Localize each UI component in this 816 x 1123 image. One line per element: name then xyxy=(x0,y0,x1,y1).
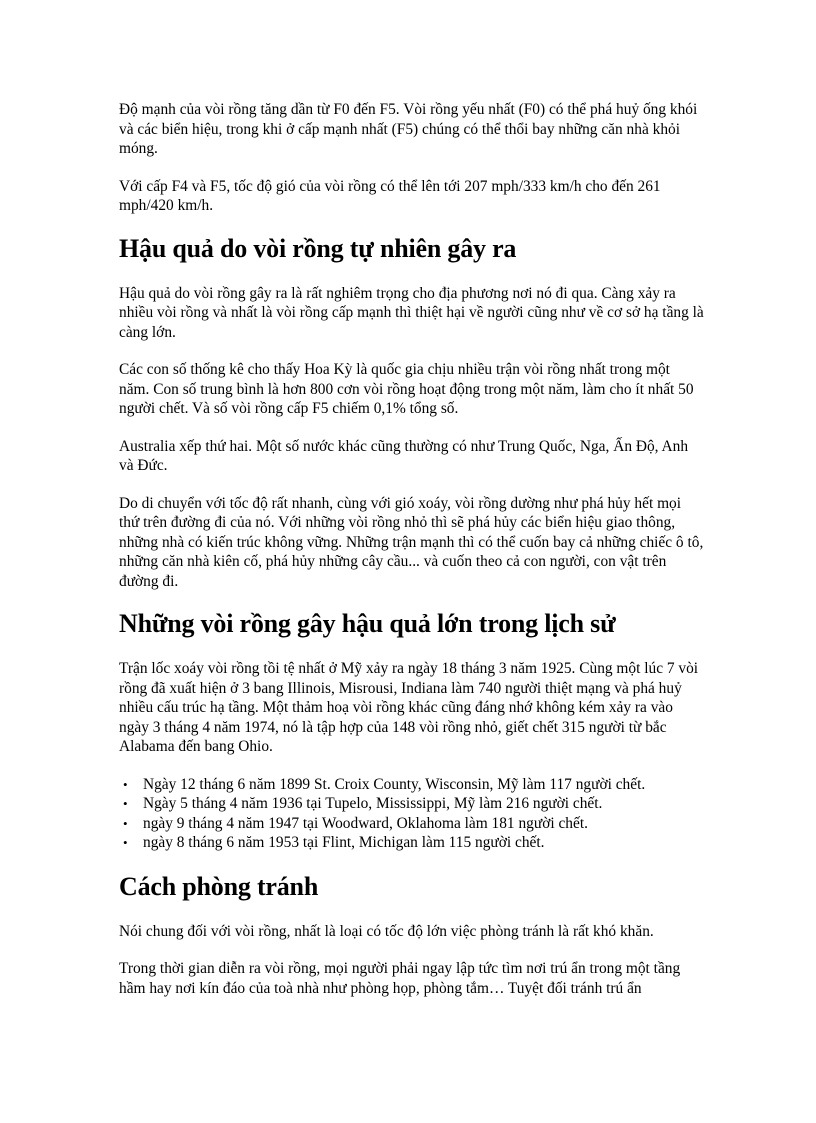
prevention-paragraph-1: Nói chung đối với vòi rồng, nhất là loại có tốc độ lớn việc phòng tránh là rất khó khăn. xyxy=(119,922,654,940)
intro-paragraph-1: Độ mạnh của vòi rồng tăng dần từ F0 đến F5. Vòi rồng yếu nhất (F0) có thể phá huỷ ống khói và các biển hiệu, trong khi ở cấp mạnh nhất (F5) chúng có thể thổi bay những căn nhà khỏi móng. xyxy=(119,101,698,157)
history-paragraph-1: Trận lốc xoáy vòi rồng tồi tệ nhất ở Mỹ xảy ra ngày 18 tháng 3 năm 1925. Cùng một lúc 7 vòi rồng đã xuất hiện ở 3 bang Illinois, Misrousi, Indiana làm 740 người thiệt mạng và phá huỷ nhiều cấu trúc hạ tầng. Một thảm hoạ vòi rồng khác cũng đáng nhớ không kém xảy ra vào ngày 3 tháng 4 năm 1974, nó là tập hợp của 148 vòi rồng nhỏ, giết chết 315 người từ bắc Alabama đến bang Ohio. xyxy=(119,660,699,755)
bullet-icon: • xyxy=(123,835,128,850)
list-item-text: Ngày 12 tháng 6 năm 1899 St. Croix County, Wisconsin, Mỹ làm 117 người chết. xyxy=(143,775,646,793)
list-item xyxy=(123,775,704,795)
consequences-heading: Hậu quả do vòi rồng tự nhiên gây ra xyxy=(119,233,517,263)
history-list xyxy=(119,775,704,853)
prevention-paragraph-2: Trong thời gian diễn ra vòi rồng, mọi người phải ngay lập tức tìm nơi trú ẩn trong một tầng hầm hay nơi kín đáo của toà nhà như phòng họp, phòng tắm… Tuyệt đối tránh trú ẩn xyxy=(119,960,681,997)
document-page xyxy=(119,100,704,1016)
list-item xyxy=(123,814,704,834)
consequences-paragraph-1: Hậu quả do vòi rồng gây ra là rất nghiêm trọng cho địa phương nơi nó đi qua. Càng xảy ra nhiều vòi rồng và nhất là vòi rồng cấp mạnh thì thiệt hại về người cũng như về cơ sở hạ tầng là càng lớn. xyxy=(119,284,704,341)
intro-paragraph-2: Với cấp F4 và F5, tốc độ gió của vòi rồng có thể lên tới 207 mph/333 km/h cho đến 261 mph/420 km/h. xyxy=(119,177,661,214)
list-item-text: ngày 8 tháng 6 năm 1953 tại Flint, Michigan làm 115 người chết. xyxy=(143,834,545,851)
consequences-paragraph-4: Do di chuyển với tốc độ rất nhanh, cùng với gió xoáy, vòi rồng dường như phá hủy hết mọi thứ trên đường đi của nó. Với những vòi rồng nhỏ thì sẽ phá hủy các biển hiệu giao thông, những nhà có kiến trúc không vững. Những trận mạnh thì có thể cuốn bay cả những chiếc ô tô, những căn nhà kiên cố, phá hủy những cây cầu... và cuốn theo cả con người, con vật trên đường đi. xyxy=(119,494,704,590)
list-item-text: ngày 9 tháng 4 năm 1947 tại Woodward, Oklahoma làm 181 người chết. xyxy=(143,814,588,832)
bullet-icon: • xyxy=(123,796,128,811)
history-heading: Những vòi rồng gây hậu quả lớn trong lịch sử xyxy=(119,609,616,638)
bullet-icon: • xyxy=(123,815,128,831)
bullet-icon: • xyxy=(123,776,128,792)
prevention-heading: Cách phòng tránh xyxy=(119,871,319,901)
list-item xyxy=(123,794,704,814)
consequences-paragraph-2: Các con số thống kê cho thấy Hoa Kỳ là quốc gia chịu nhiều trận vòi rồng nhất trong một năm. Con số trung bình là hơn 800 cơn vòi rồng hoạt động trong một năm, làm cho ít nhất 50 người chết. Và số vòi rồng cấp F5 chiếm 0,1% tổng số. xyxy=(119,361,694,417)
list-item-text: Ngày 5 tháng 4 năm 1936 tại Tupelo, Mississippi, Mỹ làm 216 người chết. xyxy=(143,795,603,812)
list-item xyxy=(123,833,704,853)
consequences-paragraph-3: Australia xếp thứ hai. Một số nước khác cũng thường có như Trung Quốc, Nga, Ấn Độ, Anh và Đức. xyxy=(119,437,689,474)
